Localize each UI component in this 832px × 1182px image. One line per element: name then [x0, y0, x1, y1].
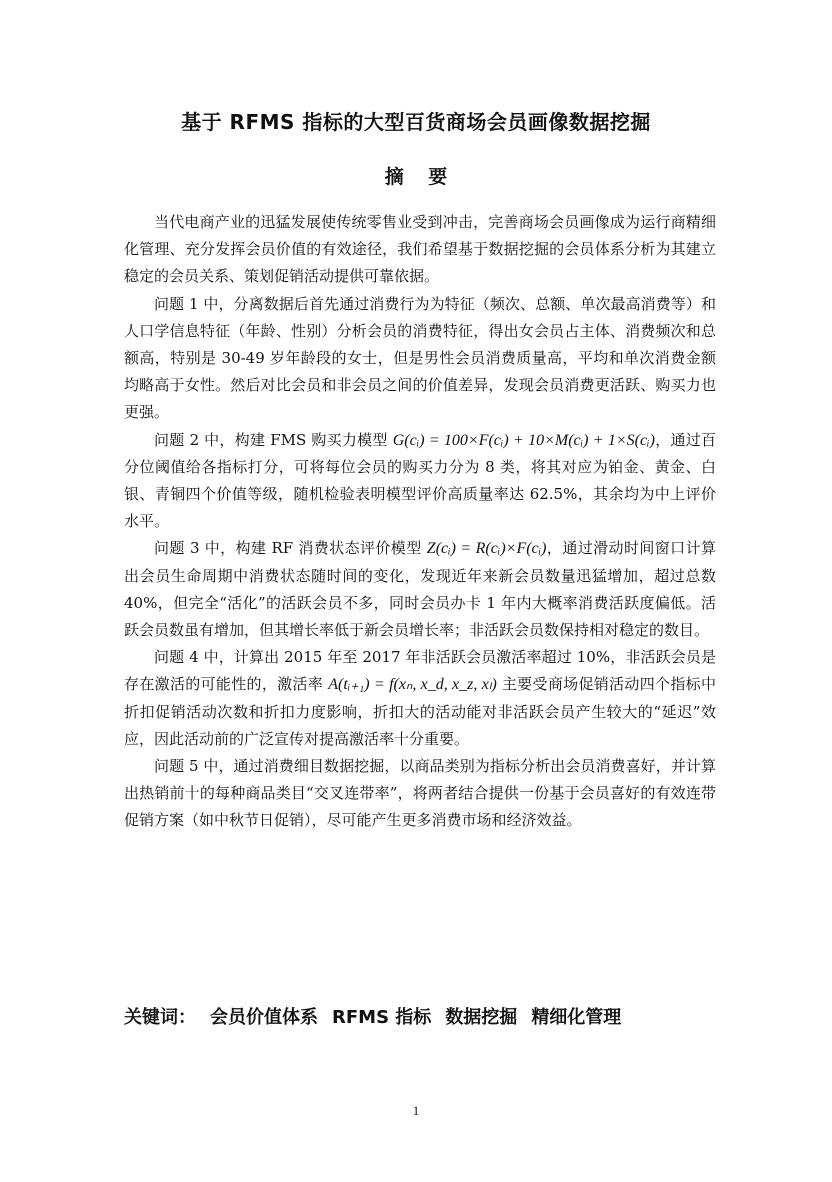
paragraph-text: 主要受商场促销活动四个指标中折扣促销活动次数和折扣力度影响，折扣大的活动能对非活跃会员产生较大的“延迟”效应，因此活动前的广泛宣传对提高激活率十分重要。 — [124, 675, 716, 748]
abstract-heading: 摘 要 — [384, 166, 448, 188]
abstract-paragraph — [124, 291, 716, 427]
paragraph-text: 问题 5 中，通过消费细目数据挖掘，以商品类别为指标分析出会员消费喜好，并计算出热销前十的每种商品类目“交叉连带率”，将两者结合提供一份基于会员喜好的有效连带促销方案（如中秋节日促销），尽可能产生更多消费市场和经济效益。 — [124, 757, 716, 830]
keyword-item: 精细化管理 — [531, 1007, 622, 1028]
keyword-item: 数据挖掘 — [445, 1007, 518, 1028]
paper-title: 基于 RFMS 指标的大型百货商场会员画像数据挖掘 — [181, 110, 651, 134]
formula-rf-model: Z(cᵢ) = R(cᵢ)×F(cᵢ) — [426, 540, 547, 558]
abstract-paragraph — [124, 209, 716, 291]
keywords-label: 关键词： — [124, 1007, 196, 1028]
abstract-paragraph — [124, 535, 716, 644]
keyword-item: RFMS 指标 — [332, 1007, 432, 1028]
page-number: 1 — [412, 1103, 420, 1118]
paragraph-text: 问题 3 中，构建 RF 消费状态评价模型 — [154, 539, 427, 558]
keywords-line — [124, 1003, 621, 1029]
paragraph-text: 问题 2 中，构建 FMS 购买力模型 — [154, 430, 393, 449]
formula-activation-rate: A(tᵢ₊₁) = f(xₙ, x_d, x_z, xₗ) — [328, 676, 497, 694]
formula-fms-model: G(cᵢ) = 100×F(cᵢ) + 10×M(cᵢ) + 1×S(cᵢ) — [392, 431, 655, 449]
paragraph-text: ，通过滑动时间窗口计算出会员生命周期中消费状态随时间的变化，发现近年来新会员数量迅猛增加，超过总数 40%，但完全“活化”的活跃会员不多，同时会员办卡 1 年内大概率消费活跃度偏低。活跃会员数虽有增加，但其增长率低于新会员增长率；非活跃会员数保持相对稳定的数目。 — [124, 539, 716, 640]
keyword-item: 会员价值体系 — [210, 1007, 318, 1028]
abstract-paragraph — [124, 427, 716, 536]
abstract-body — [124, 209, 716, 835]
paragraph-text: 当代电商产业的迅猛发展使传统零售业受到冲击，完善商场会员画像成为运行商精细化管理、充分发挥会员价值的有效途径，我们希望基于数据挖掘的会员体系分析为其建立稳定的会员关系、策划促销活动提供可靠依据。 — [124, 213, 716, 286]
abstract-paragraph — [124, 644, 716, 753]
paragraph-text: ，通过百分位阈值给各指标打分，可将每位会员的购买力分为 8 类，将其对应为铂金、黄金、白银、青铜四个价值等级，随机检验表明模型评价高质量率达 62.5%，其余均为中上评价水平。 — [124, 430, 716, 531]
abstract-paragraph — [124, 753, 716, 835]
paragraph-text: 问题 1 中，分离数据后首先通过消费行为为特征（频次、总额、单次最高消费等）和人口学信息特征（年龄、性别）分析会员的消费特征，得出女会员占主体、消费频次和总额高，特别是 30-49 岁年龄段的女士，但是男性会员消费质量高，平均和单次消费金额均略高于女性。然后对比会员和非会员之间的价值差异，发现会员消费更活跃、购买力也更强。 — [124, 294, 716, 422]
paragraph-text: 问题 4 中，计算出 2015 年至 2017 年非活跃会员激活率超过 10%，非活跃会员是存在激活的可能性的，激活率 — [124, 648, 716, 694]
